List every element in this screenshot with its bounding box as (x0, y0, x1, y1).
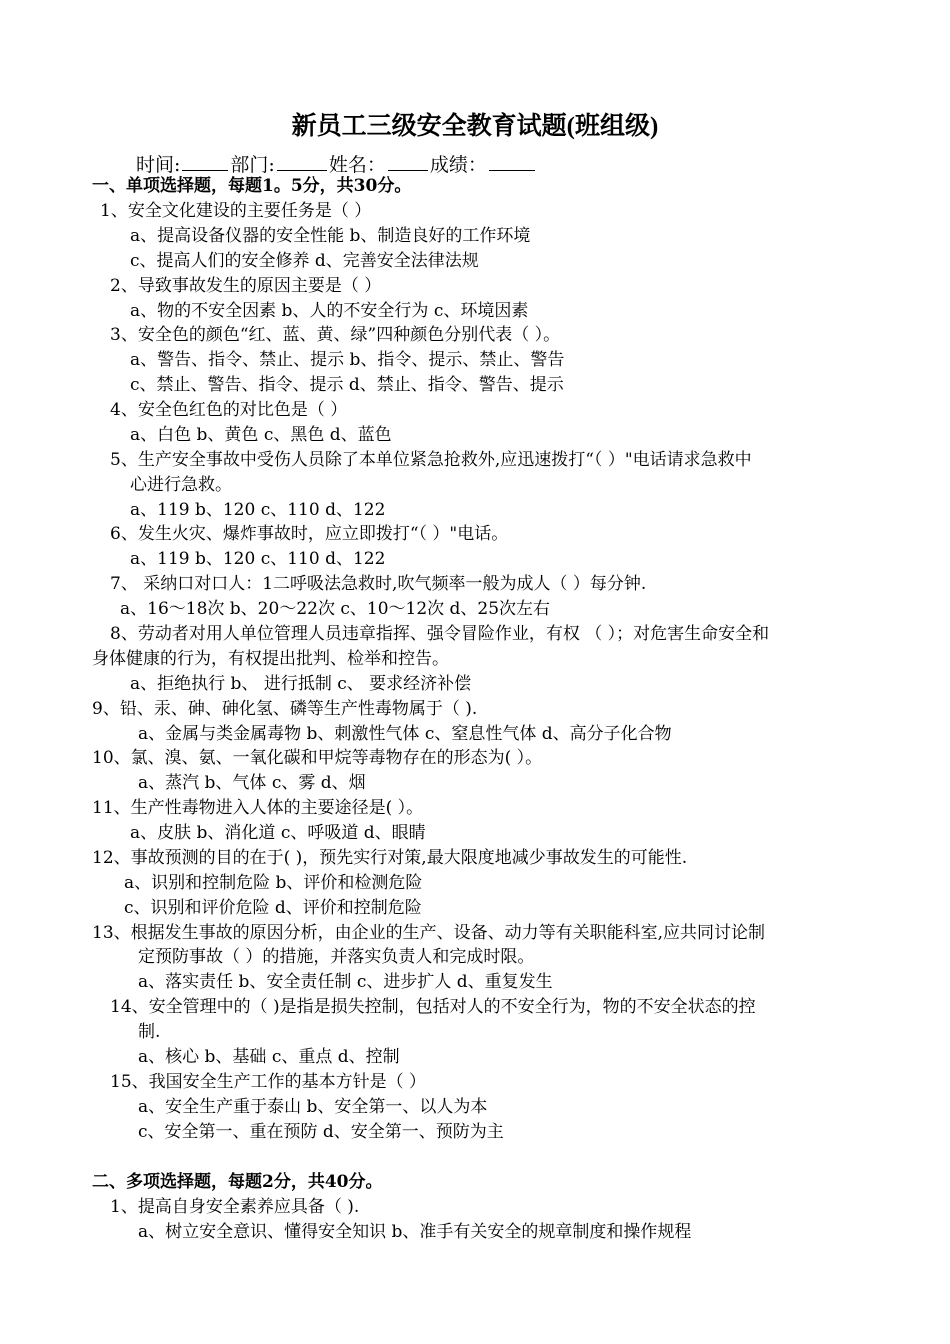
q10-text: 10、氯、溴、氨、一氧化碳和甲烷等毒物存在的形态为( ）。 (92, 748, 543, 768)
q13-options: a、落实责任 b、安全责任制 c、进步扩人 d、重复发生 (138, 972, 553, 992)
q6-text: 6、发生火灾、爆炸事故时，应立即拨打“（ ）"电话。 (110, 524, 509, 544)
score-blank[interactable] (489, 152, 535, 171)
q11-options: a、皮肤 b、消化道 c、呼吸道 d、眼睛 (130, 823, 426, 843)
q1-options-cd: c、提高人们的安全修养 d、完善安全法律法规 (130, 251, 479, 271)
q9-text: 9、铅、汞、砷、砷化氢、磷等生产性毒物属于（ ). (92, 699, 478, 719)
q13-text-cont: 定预防事故（ ）的措施，并落实负责人和完成时限。 (138, 947, 535, 967)
q3-text: 3、安全色的颜色“红、蓝、黄、绿”四种颜色分别代表（ ）。 (110, 325, 561, 345)
q13-text: 13、根据发生事故的原因分析，由企业的生产、设备、动力等有关职能科室,应共同讨论制 (92, 923, 766, 943)
time-label: 时间: (136, 154, 181, 176)
section1-header: 一、单项选择题，每题1。5分，共30分。 (92, 176, 412, 196)
q11-text: 11、生产性毒物进入人体的主要途径是( ）。 (92, 798, 424, 818)
dept-blank[interactable] (277, 152, 327, 171)
q1-options-ab: a、提高设备仪器的安全性能 b、制造良好的工作环境 (130, 226, 531, 246)
q4-text: 4、安全色红色的对比色是（ ） (110, 400, 348, 420)
q5-options: a、119 b、120 c、110 d、122 (130, 500, 386, 520)
q10-options: a、蒸汽 b、气体 c、雾 d、烟 (138, 773, 366, 793)
section2-header: 二、多项选择题，每题2分，共40分。 (92, 1172, 383, 1192)
q2-text: 2、导致事故发生的原因主要是（ ） (110, 276, 382, 296)
name-label: 姓名： (328, 154, 386, 176)
page-title: 新员工三级安全教育试题(班组级) (291, 113, 659, 140)
q3-options-ab: a、警告、指令、禁止、提示 b、指令、提示、禁止、警告 (130, 350, 565, 370)
q8-text-cont: 身体健康的行为，有权提出批判、检举和控告。 (92, 649, 449, 669)
q14-options: a、核心 b、基础 c、重点 d、控制 (138, 1047, 400, 1067)
q14-text: 14、安全管理中的（ )是指是损失控制，包括对人的不安全行为，物的不安全状态的控 (110, 997, 756, 1017)
q8-text: 8、劳动者对用人单位管理人员违章指挥、强令冒险作业，有权 （ ）；对危害生命安全和 (110, 624, 770, 644)
q5-text-cont: 心进行急救。 (130, 475, 232, 495)
q15-text: 15、我国安全生产工作的基本方针是（ ） (110, 1072, 427, 1092)
q12-text: 12、事故预测的目的在于( )，预先实行对策,最大限度地减少事故发生的可能性. (92, 848, 688, 868)
q7-text: 7、 采纳口对口人：1二呼吸法急救时,吹气频率一般为成人（ ）每分钟. (110, 574, 647, 594)
q3-options-cd: c、禁止、警告、指令、提示 d、禁止、指令、警告、提示 (130, 375, 564, 395)
q5-text: 5、生产安全事故中受伤人员除了本单位紧急抢救外,应迅速拨打“（ ）"电话请求急救中 (110, 450, 752, 470)
q15-options-ab: a、安全生产重于泰山 b、安全第一、以人为本 (138, 1097, 488, 1117)
dept-label: 部门: (230, 154, 275, 176)
q14-text-cont: 制. (138, 1022, 161, 1042)
q9-options: a、金属与类金属毒物 b、刺激性气体 c、窒息性气体 d、高分子化合物 (138, 724, 672, 744)
m1-options-ab: a、树立安全意识、懂得安全知识 b、准手有关安全的规章制度和操作规程 (138, 1222, 692, 1242)
q15-options-cd: c、安全第一、重在预防 d、安全第一、预防为主 (138, 1122, 504, 1142)
time-blank[interactable] (182, 152, 228, 171)
q2-options: a、物的不安全因素 b、人的不安全行为 c、环境因素 (130, 301, 529, 321)
q12-options-cd: c、识别和评价危险 d、评价和控制危险 (124, 898, 422, 918)
q7-options: a、16～18次 b、20～22次 c、10～12次 d、25次左右 (120, 599, 551, 619)
m1-text: 1、提高自身安全素养应具备（ ). (110, 1197, 360, 1217)
q4-options: a、白色 b、黄色 c、黑色 d、蓝色 (130, 425, 392, 445)
q8-options: a、拒绝执行 b、 进行抵制 c、 要求经济补偿 (130, 674, 472, 694)
score-label: 成绩： (429, 154, 487, 176)
q1-text: 1、安全文化建设的主要任务是（ ） (100, 201, 372, 221)
q12-options-ab: a、识别和控制危险 b、评价和检测危险 (124, 873, 423, 893)
info-line (136, 150, 537, 177)
name-blank[interactable] (388, 152, 428, 171)
q6-options: a、119 b、120 c、110 d、122 (130, 549, 386, 569)
